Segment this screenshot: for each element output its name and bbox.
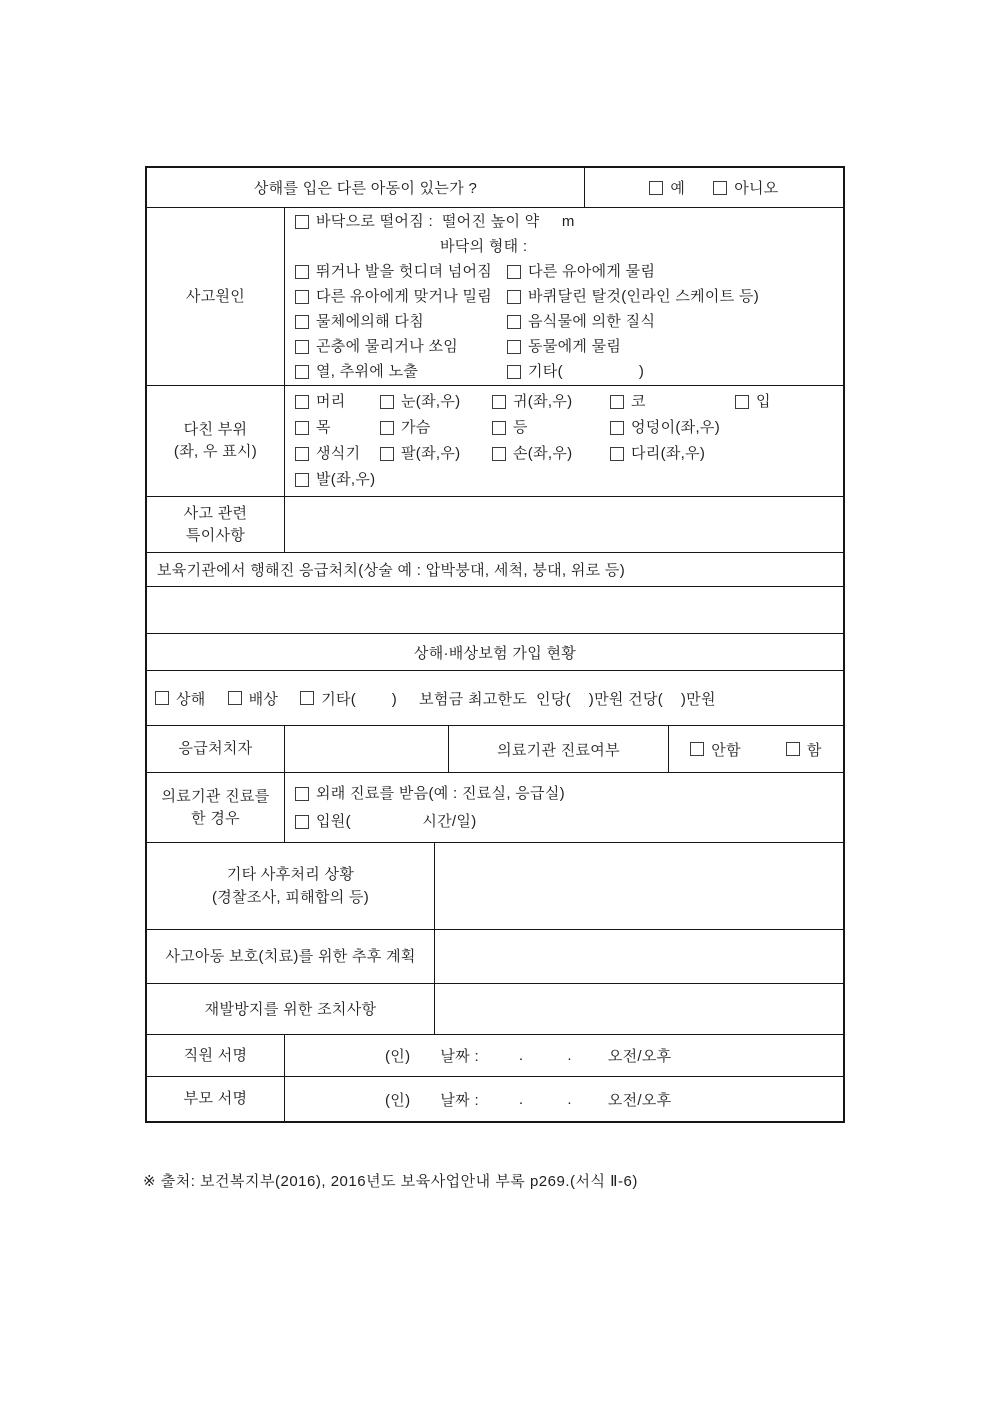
- checkbox-arm[interactable]: [380, 441, 492, 467]
- checkbox-label: 열, 추위에 노출: [316, 363, 419, 380]
- seal-label: (인): [385, 1048, 411, 1065]
- accident-report-table: [145, 166, 845, 1123]
- row-insurance-title: [147, 634, 843, 671]
- row-protection-plan: [147, 930, 843, 984]
- checkbox-insurance-injury[interactable]: [155, 688, 206, 709]
- parent-signature-label-cell: [147, 1077, 285, 1121]
- checkbox-genitals[interactable]: [295, 441, 380, 467]
- row-medical-case: [147, 773, 843, 843]
- first-aider-label: 응급처치자: [178, 740, 253, 757]
- checkbox-label: 기타( ): [528, 363, 645, 380]
- followup-input-area[interactable]: [435, 843, 843, 929]
- checkbox-no-visit[interactable]: [690, 739, 741, 760]
- checkbox-icon[interactable]: [300, 691, 314, 705]
- checkbox-hit-pushed[interactable]: [295, 284, 507, 309]
- checkbox-icon[interactable]: [295, 315, 309, 329]
- accident-cause-label-cell: [147, 208, 285, 385]
- medical-case-label-line2: 한 경우: [191, 809, 240, 827]
- checkbox-label: 목: [316, 419, 331, 436]
- checkbox-icon[interactable]: [690, 742, 704, 756]
- checkbox-icon[interactable]: [735, 395, 749, 409]
- medical-visit-options-cell: [669, 726, 843, 772]
- checkbox-label: 입원( 시간/일): [316, 812, 477, 830]
- checkbox-label: 손(좌,우): [513, 445, 573, 462]
- checkbox-icon[interactable]: [380, 395, 394, 409]
- checkbox-trip[interactable]: [295, 259, 507, 284]
- checkbox-icon[interactable]: [295, 421, 309, 435]
- checkbox-label: 뛰거나 발을 헛디뎌 넘어짐: [316, 263, 493, 280]
- first-aider-input-area[interactable]: [285, 726, 449, 772]
- checkbox-insurance-liability[interactable]: [228, 688, 279, 709]
- checkbox-wheeled-vehicle[interactable]: [507, 284, 759, 309]
- checkbox-label: 바퀴달린 탈것(인라인 스케이트 등): [528, 288, 760, 305]
- first-aid-header-cell: [147, 553, 843, 586]
- checkbox-icon[interactable]: [380, 421, 394, 435]
- row-other-child: [147, 168, 843, 208]
- row-insurance-options: [147, 671, 843, 726]
- checkbox-icon[interactable]: [649, 181, 663, 195]
- checkbox-label: 머리: [316, 393, 346, 410]
- accident-cause-label: 사고원인: [185, 287, 246, 305]
- checkbox-label: 코: [631, 393, 646, 410]
- checkbox-head[interactable]: [295, 389, 380, 415]
- ampm-label: 오전/오후: [607, 1048, 672, 1065]
- checkbox-label: 동물에게 물림: [528, 338, 622, 355]
- checkbox-label: 함: [806, 741, 822, 759]
- staff-signature-input-area[interactable]: [285, 1035, 843, 1076]
- checkbox-label: 가슴: [401, 419, 431, 436]
- medical-visit-label: 의료기관 진료여부: [497, 741, 620, 759]
- checkbox-mouth[interactable]: [735, 389, 771, 415]
- injured-part-options-cell: [285, 386, 843, 496]
- special-note-input-area[interactable]: [285, 497, 843, 552]
- checkbox-label: 다리(좌,우): [631, 445, 706, 462]
- date-dot: .: [567, 1047, 572, 1064]
- date-dot: .: [518, 1090, 524, 1108]
- date-label: 날짜 :: [440, 1091, 479, 1109]
- checkbox-eye[interactable]: [380, 389, 492, 415]
- checkbox-label: 상해: [176, 690, 206, 708]
- first-aider-label-cell: [147, 726, 285, 772]
- checkbox-icon[interactable]: [507, 265, 521, 279]
- checkbox-label: 예: [670, 180, 686, 197]
- checkbox-label: 다른 유아에게 맞거나 밀림: [316, 288, 493, 305]
- checkbox-visit[interactable]: [786, 739, 822, 760]
- checkbox-icon[interactable]: [295, 265, 309, 279]
- insurance-limit-text: 보험금 최고한도 인당( )만원 건당( )만원: [419, 690, 716, 708]
- checkbox-icon[interactable]: [295, 447, 309, 461]
- followup-label-line1: 기타 사후처리 상황: [226, 866, 355, 883]
- checkbox-icon[interactable]: [507, 315, 521, 329]
- checkbox-animal-bite[interactable]: [507, 334, 621, 359]
- row-prevention: [147, 984, 843, 1035]
- followup-label-line2: (경찰조사, 피해합의 등): [211, 889, 370, 906]
- prevention-input-area[interactable]: [435, 984, 843, 1034]
- medical-case-label-cell: [147, 773, 285, 842]
- checkbox-icon[interactable]: [295, 215, 309, 229]
- staff-signature-label: 직원 서명: [183, 1046, 248, 1064]
- checkbox-icon[interactable]: [492, 395, 506, 409]
- checkbox-ear[interactable]: [492, 389, 610, 415]
- first-aid-header: 보육기관에서 행해진 응급처치(상술 예 : 압박붕대, 세척, 붕대, 위로 등): [157, 562, 625, 579]
- row-special-note: [147, 497, 843, 553]
- other-child-question-cell: [147, 168, 585, 207]
- floor-type-label: 바닥의 형태 :: [440, 238, 528, 255]
- checkbox-neck[interactable]: [295, 415, 380, 441]
- injured-part-label-cell: [147, 386, 285, 496]
- checkbox-icon[interactable]: [492, 447, 506, 461]
- checkbox-icon[interactable]: [295, 815, 309, 829]
- checkbox-label: 발(좌,우): [316, 471, 376, 488]
- insurance-options-cell: [147, 671, 843, 725]
- row-accident-cause: [147, 208, 843, 386]
- checkbox-label: 배상: [248, 690, 279, 708]
- parent-signature-input-area[interactable]: [285, 1077, 843, 1121]
- injured-part-label-line1: 다친 부위: [183, 421, 248, 438]
- checkbox-icon[interactable]: [228, 691, 242, 705]
- checkbox-icon[interactable]: [713, 181, 727, 195]
- checkbox-icon[interactable]: [380, 447, 394, 461]
- protection-plan-input-area[interactable]: [435, 930, 843, 983]
- special-note-label-line1: 사고 관련: [183, 504, 248, 522]
- checkbox-back[interactable]: [492, 415, 610, 441]
- checkbox-icon[interactable]: [610, 395, 624, 409]
- protection-plan-label-cell: [147, 930, 435, 983]
- medical-case-label-line1: 의료기관 진료를: [161, 787, 270, 805]
- checkbox-nose[interactable]: [610, 389, 735, 415]
- checkbox-label: 다른 유아에게 물림: [528, 263, 656, 280]
- protection-plan-label: 사고아동 보호(치료)를 위한 추후 계획: [165, 948, 416, 965]
- special-note-label-cell: [147, 497, 285, 552]
- checkbox-icon[interactable]: [295, 787, 309, 801]
- checkbox-label: 팔(좌,우): [401, 445, 461, 462]
- checkbox-label: 등: [513, 419, 528, 436]
- checkbox-icon[interactable]: [507, 365, 521, 379]
- row-first-aid-details: [147, 587, 843, 634]
- checkbox-label: 엉덩이(좌,우): [631, 419, 721, 436]
- checkbox-yes[interactable]: [649, 177, 685, 198]
- checkbox-icon[interactable]: [610, 447, 624, 461]
- row-parent-signature: [147, 1077, 843, 1121]
- checkbox-outpatient[interactable]: [295, 780, 565, 808]
- other-child-question: 상해를 입은 다른 아동이 있는가 ?: [253, 180, 478, 197]
- first-aid-details-input-area[interactable]: [147, 587, 843, 633]
- checkbox-foot[interactable]: [295, 467, 375, 493]
- checkbox-insurance-other[interactable]: [300, 688, 397, 709]
- checkbox-label: 귀(좌,우): [513, 393, 573, 410]
- followup-label-cell: [147, 843, 435, 929]
- row-injured-part: [147, 386, 843, 497]
- checkbox-label: 물체에의해 다침: [316, 313, 424, 330]
- parent-signature-label: 부모 서명: [183, 1090, 248, 1107]
- checkbox-icon[interactable]: [295, 290, 309, 304]
- checkbox-icon[interactable]: [295, 340, 309, 354]
- checkbox-icon[interactable]: [507, 290, 521, 304]
- checkbox-icon[interactable]: [610, 421, 624, 435]
- seal-label: (인): [385, 1091, 411, 1109]
- date-label: 날짜 :: [440, 1048, 479, 1065]
- ampm-label: 오전/오후: [607, 1091, 672, 1109]
- checkbox-label: 외래 진료를 받음(예 : 진료실, 응급실): [316, 784, 565, 802]
- checkbox-cause-other[interactable]: [507, 359, 644, 384]
- insurance-title-cell: [147, 634, 843, 670]
- checkbox-hospitalized[interactable]: [295, 808, 477, 836]
- checkbox-label: 기타( ): [321, 690, 398, 708]
- checkbox-food-choking[interactable]: [507, 309, 655, 334]
- source-note: ※ 출처: 보건복지부(2016), 2016년도 보육사업안내 부록 p269.(서식 Ⅱ-6): [143, 1173, 638, 1190]
- medical-case-options-cell: [285, 773, 843, 842]
- special-note-label-line2: 특이사항: [185, 526, 246, 544]
- insurance-title: 상해·배상보험 가입 현황: [413, 644, 577, 662]
- checkbox-label: 아니오: [734, 180, 779, 197]
- checkbox-leg[interactable]: [610, 441, 705, 467]
- checkbox-chest[interactable]: [380, 415, 492, 441]
- checkbox-heat-cold[interactable]: [295, 359, 507, 384]
- row-first-aid-header: [147, 553, 843, 587]
- checkbox-icon[interactable]: [295, 473, 309, 487]
- row-followup: [147, 843, 843, 930]
- checkbox-hip[interactable]: [610, 415, 720, 441]
- checkbox-label: 안함: [711, 741, 741, 759]
- checkbox-label: 눈(좌,우): [401, 393, 461, 410]
- date-dot: .: [518, 1047, 524, 1064]
- checkbox-label: 입: [756, 393, 771, 410]
- checkbox-icon[interactable]: [295, 395, 309, 409]
- checkbox-hand[interactable]: [492, 441, 610, 467]
- checkbox-insect-bite[interactable]: [295, 334, 507, 359]
- accident-cause-options-cell: [285, 208, 843, 385]
- checkbox-no[interactable]: [713, 177, 778, 198]
- checkbox-label: 곤충에 물리거나 쏘임: [316, 338, 459, 355]
- checkbox-icon[interactable]: [155, 691, 169, 705]
- prevention-label: 재발방지를 위한 조치사항: [204, 1000, 377, 1018]
- checkbox-icon[interactable]: [786, 742, 800, 756]
- checkbox-fall[interactable]: [295, 209, 575, 234]
- injured-part-label-line2: (좌, 우 표시): [173, 443, 258, 460]
- checkbox-label: 음식물에 의한 질식: [528, 313, 656, 330]
- prevention-label-cell: [147, 984, 435, 1034]
- medical-visit-label-cell: [449, 726, 669, 772]
- checkbox-label: 바닥으로 떨어짐 : 떨어진 높이 약 m: [316, 213, 575, 230]
- checkbox-icon[interactable]: [507, 340, 521, 354]
- staff-signature-label-cell: [147, 1035, 285, 1076]
- checkbox-bitten-by-child[interactable]: [507, 259, 655, 284]
- checkbox-icon[interactable]: [295, 365, 309, 379]
- row-staff-signature: [147, 1035, 843, 1077]
- row-first-aider: [147, 726, 843, 773]
- checkbox-icon[interactable]: [492, 421, 506, 435]
- other-child-options-cell: [585, 168, 843, 207]
- date-dot: .: [567, 1090, 572, 1108]
- checkbox-label: 생식기: [316, 445, 361, 462]
- checkbox-object-injury[interactable]: [295, 309, 507, 334]
